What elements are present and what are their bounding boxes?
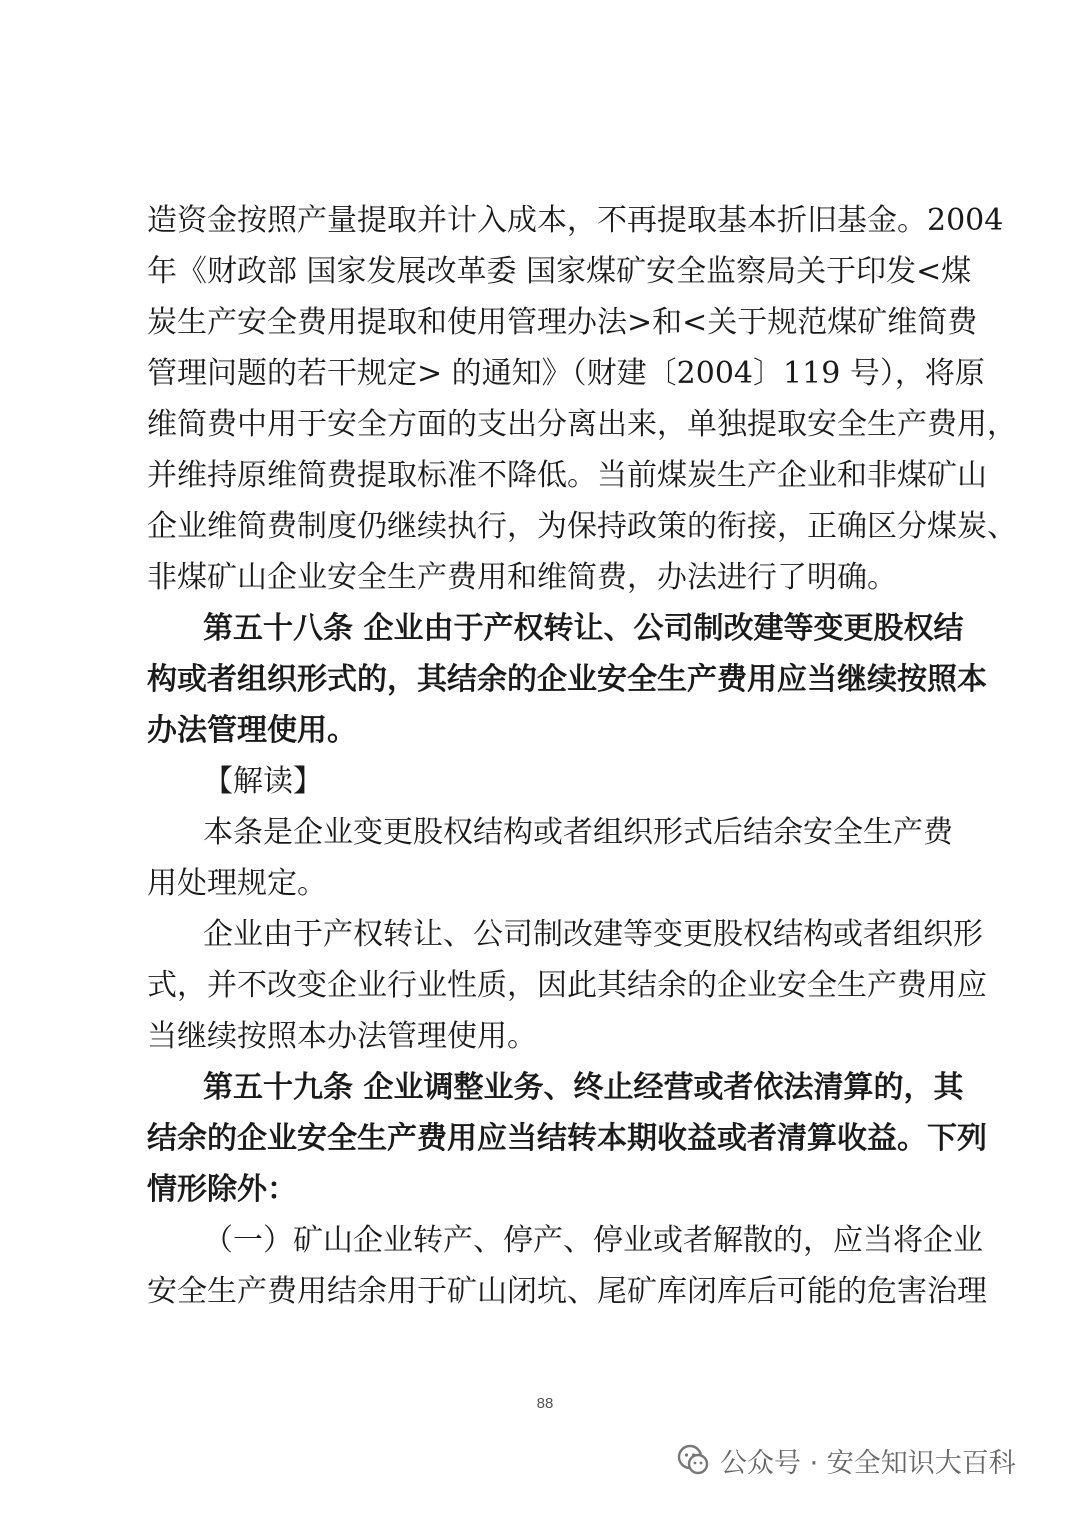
list-item-line: 安全生产费用结余用于矿山闭坑、尾矿库闭库后可能的危害治理 (147, 1274, 987, 1309)
article-59-line: 结余的企业安全生产费用应当结转本期收益或者清算收益。下列 (147, 1121, 987, 1156)
text-line: 炭生产安全费用提取和使用管理办法>和<关于规范煤矿维简费 (147, 305, 978, 340)
text-line: 年《财政部 国家发展改革委 国家煤矿安全监察局关于印发<煤 (147, 254, 972, 289)
article-59-heading-line: 第五十九条 企业调整业务、终止经营或者依法清算的，其 (203, 1070, 964, 1105)
text-line: 企业由于产权转让、公司制改建等变更股权结构或者组织形 (203, 917, 983, 952)
article-58-line: 办法管理使用。 (147, 713, 357, 748)
watermark-text: 公众号 · 安全知识大百科 (720, 1447, 1016, 1479)
wechat-watermark (676, 1440, 1016, 1480)
list-item-line: （一）矿山企业转产、停产、停业或者解散的，应当将企业 (203, 1223, 983, 1258)
article-59-line: 情形除外： (147, 1172, 297, 1207)
text-line: 本条是企业变更股权结构或者组织形式后结余安全生产费 (203, 815, 953, 850)
page-number: 88 (536, 1395, 554, 1412)
text-line: 企业维简费制度仍继续执行，为保持政策的衔接，正确区分煤炭、 (147, 509, 1017, 544)
text-line: 非煤矿山企业安全生产费用和维简费，办法进行了明确。 (147, 560, 897, 595)
article-58-heading-line: 第五十八条 企业由于产权转让、公司制改建等变更股权结 (203, 611, 964, 646)
text-line: 并维持原维简费提取标准不降低。当前煤炭生产企业和非煤矿山 (147, 458, 987, 493)
text-line: 当继续按照本办法管理使用。 (147, 1019, 537, 1054)
text-line: 维简费中用于安全方面的支出分离出来，单独提取安全生产费用， (147, 407, 1017, 442)
text-line: 用处理规定。 (147, 866, 327, 901)
article-58-line: 构或者组织形式的，其结余的企业安全生产费用应当继续按照本 (147, 662, 987, 697)
text-line: 造资金按照产量提取并计入成本，不再提取基本折旧基金。2004 (147, 203, 1004, 238)
interpretation-label: 【解读】 (203, 764, 323, 799)
text-line: 管理问题的若干规定> 的通知》（财建〔2004〕119 号），将原 (147, 356, 985, 391)
wechat-official-account-icon (676, 1443, 710, 1477)
text-line: 式，并不改变企业行业性质，因此其结余的企业安全生产费用应 (147, 968, 987, 1003)
